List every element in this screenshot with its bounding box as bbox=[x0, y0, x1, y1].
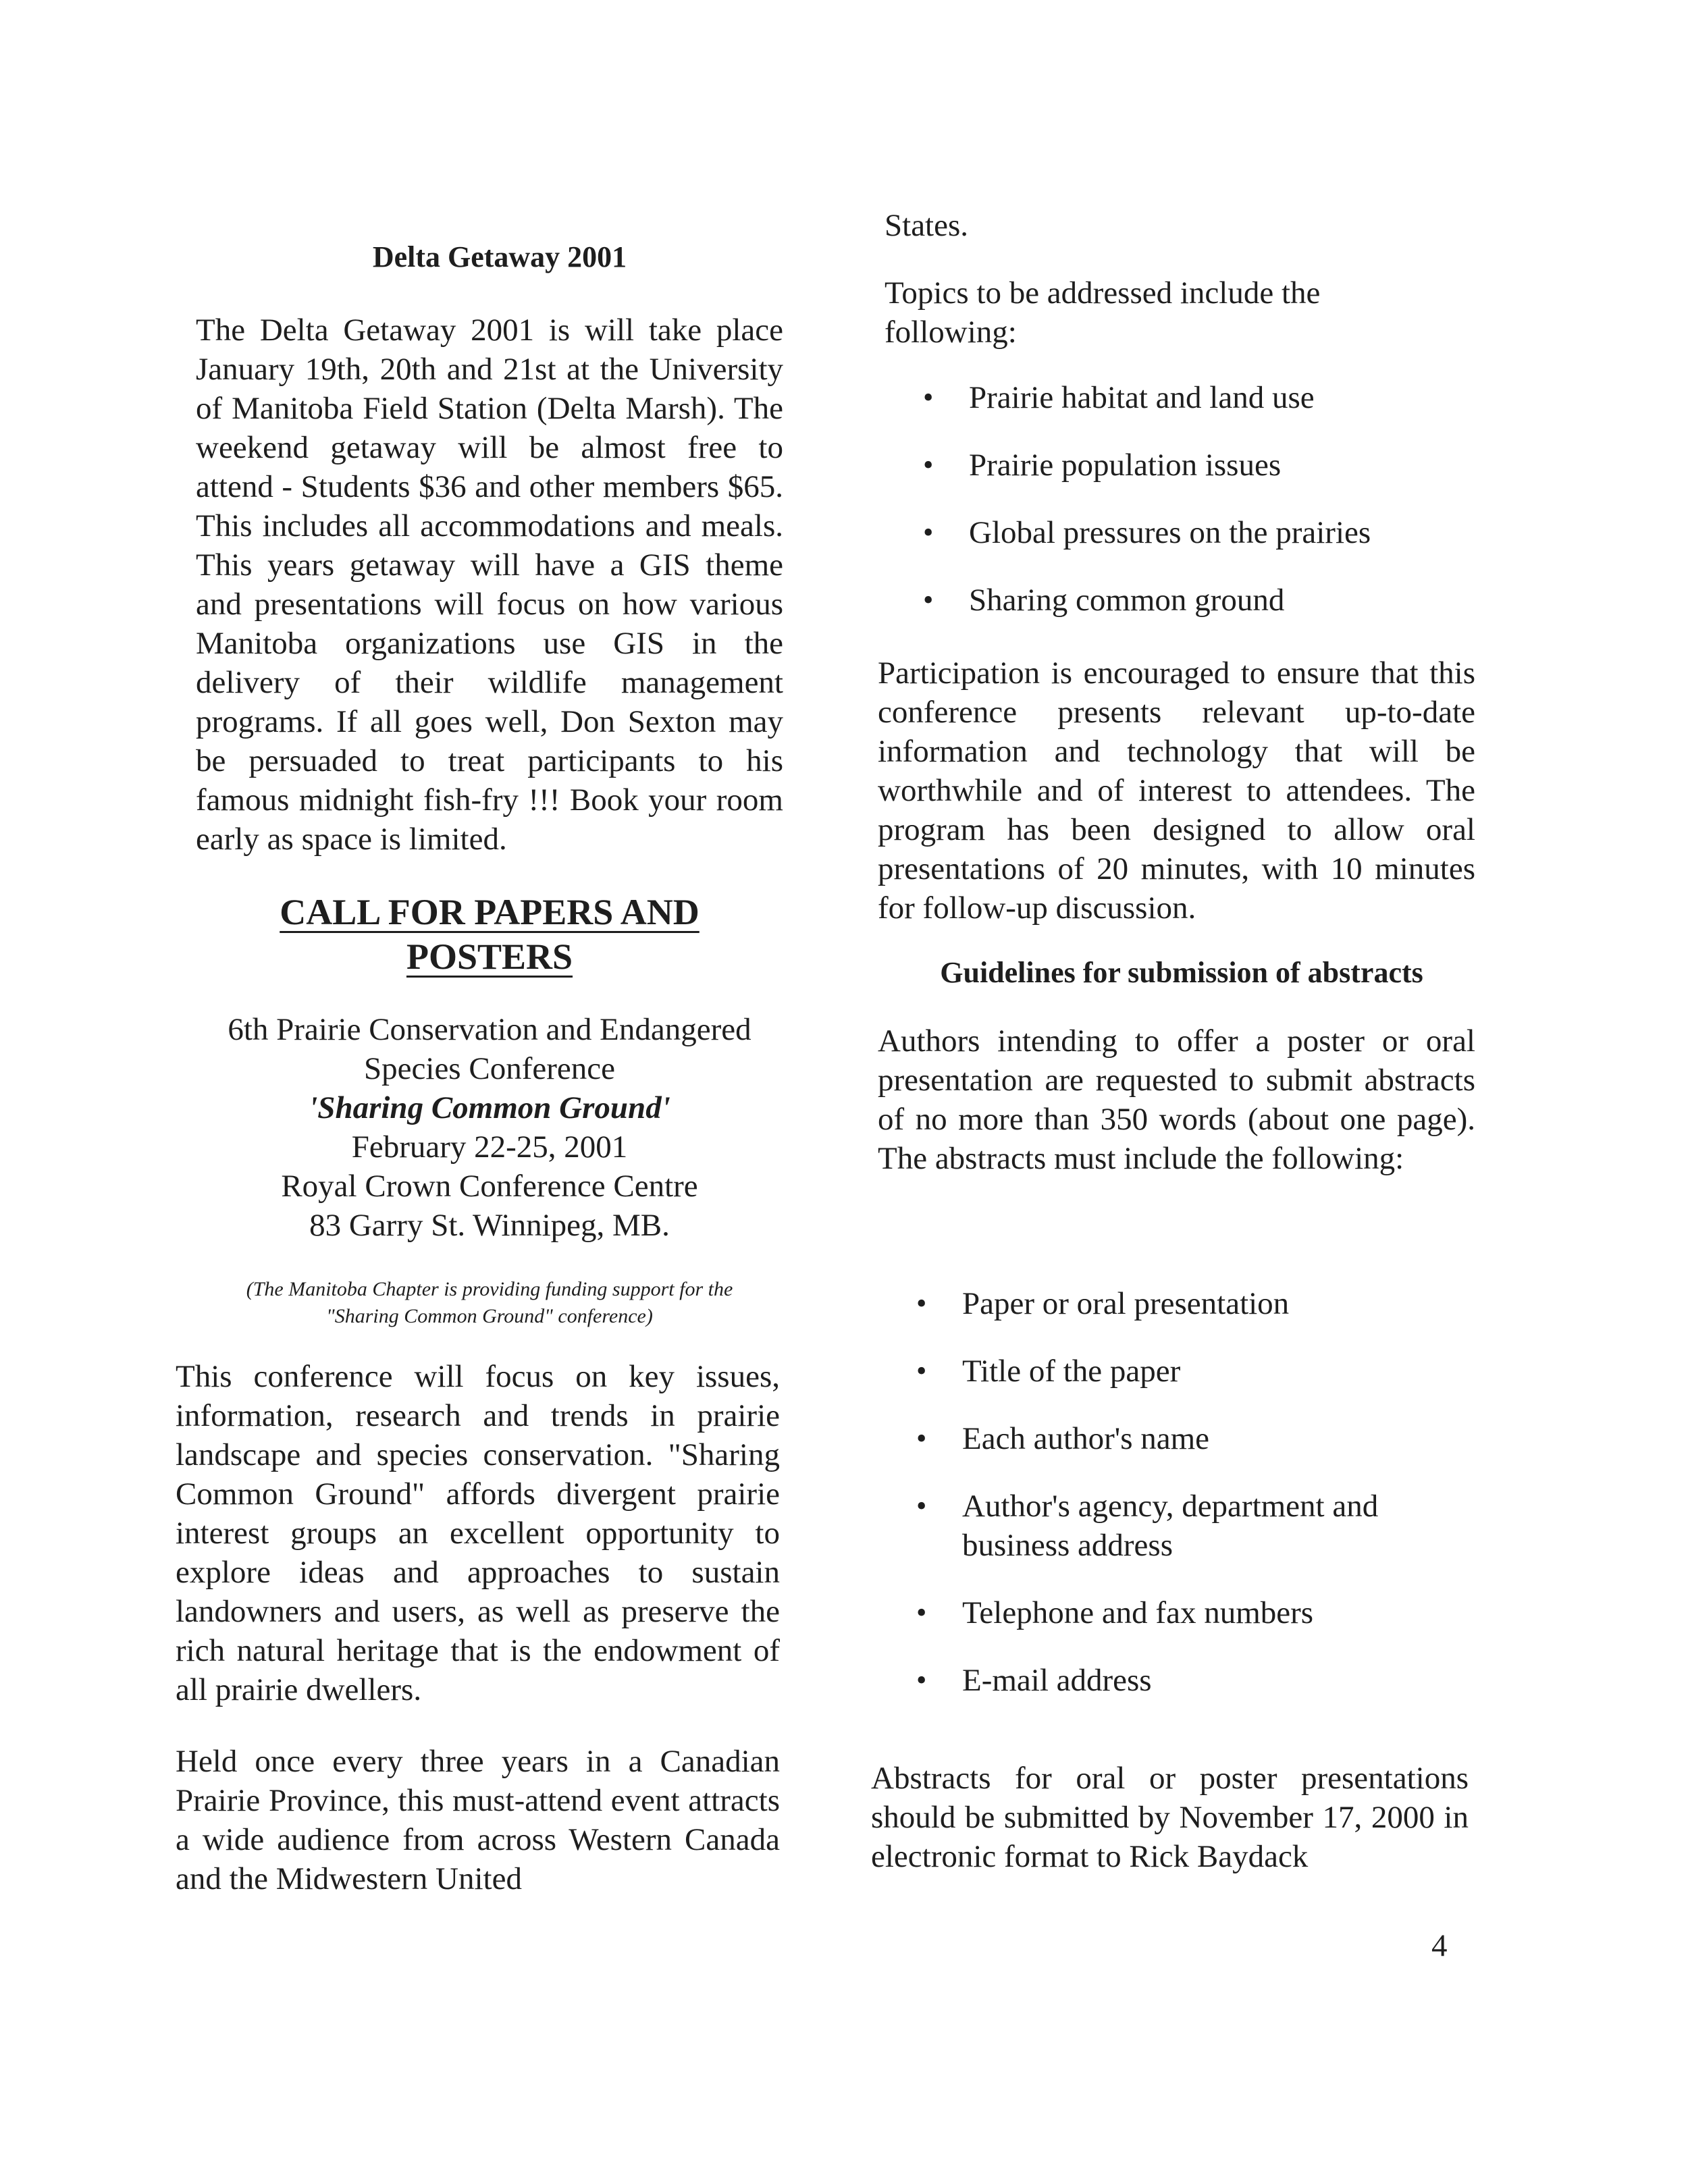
call-for-papers-heading bbox=[169, 890, 810, 979]
bullet-icon: • bbox=[916, 1489, 927, 1522]
guidelines-heading: Guidelines for submission of abstracts bbox=[940, 956, 1423, 989]
call-heading-line1: CALL FOR PAPERS AND bbox=[280, 892, 700, 932]
held-every-three-years-paragraph: Held once every three years in a Canadian Prairie Province, this must-attend event attracts a wide audience from across Western Canada and the Midwestern United bbox=[176, 1744, 780, 1896]
conference-dates: February 22-25, 2001 bbox=[351, 1129, 628, 1165]
abstracts-submission-paragraph: Abstracts for oral or poster presentations should be submitted by November 17, 2000 in electronic format to Rick Baydack bbox=[871, 1761, 1469, 1874]
list-item: • Sharing common ground bbox=[915, 581, 1455, 620]
bullet-icon: • bbox=[916, 1663, 927, 1697]
funding-note bbox=[169, 1276, 810, 1330]
bullet-icon: • bbox=[923, 516, 934, 549]
list-item: • Author's agency, department and business address bbox=[908, 1487, 1408, 1565]
list-item: • Telephone and fax numbers bbox=[908, 1593, 1448, 1632]
funding-note-line1: (The Manitoba Chapter is providing funding support for the bbox=[246, 1278, 733, 1300]
conference-name-line2: Species Conference bbox=[364, 1051, 615, 1086]
conference-title: 'Sharing Common Ground' bbox=[309, 1090, 670, 1125]
topics-intro: Topics to be addressed include the following: bbox=[885, 275, 1321, 350]
list-item: • Global pressures on the prairies bbox=[915, 513, 1455, 552]
delta-getaway-heading: Delta Getaway 2001 bbox=[372, 240, 627, 273]
list-item: • E-mail address bbox=[908, 1661, 1448, 1700]
bullet-icon: • bbox=[916, 1596, 927, 1629]
bullet-icon: • bbox=[923, 583, 934, 616]
list-item: • Prairie population issues bbox=[915, 446, 1455, 485]
bullet-icon: • bbox=[916, 1287, 927, 1320]
bullet-icon: • bbox=[916, 1354, 927, 1387]
list-item: • Title of the paper bbox=[908, 1352, 1448, 1391]
bullet-icon: • bbox=[916, 1422, 927, 1455]
bullet-icon: • bbox=[923, 381, 934, 414]
page-number: 4 bbox=[1431, 1928, 1448, 1963]
states-continuation: States. bbox=[885, 208, 969, 243]
topics-list bbox=[915, 378, 1455, 620]
conference-details bbox=[169, 1010, 810, 1245]
requirements-list bbox=[908, 1284, 1448, 1700]
participation-paragraph: Participation is encouraged to ensure that this conference presents relevant up-to-date information and technology that will be worthwhile and of interest to attendees. The program has been designed to allow oral presentations of 20 minutes, with 10 minutes for follow-up discussion. bbox=[878, 656, 1475, 926]
bullet-icon: • bbox=[923, 448, 934, 481]
list-item: • Each author's name bbox=[908, 1419, 1448, 1458]
conference-name-line1: 6th Prairie Conservation and Endangered bbox=[228, 1012, 751, 1047]
call-heading-line2: POSTERS bbox=[406, 936, 573, 977]
conference-venue: Royal Crown Conference Centre bbox=[281, 1169, 698, 1204]
authors-paragraph: Authors intending to offer a poster or oral presentation are requested to submit abstracts of no more than 350 words (about one page). The abstracts must include the following: bbox=[878, 1023, 1475, 1176]
conference-address: 83 Garry St. Winnipeg, MB. bbox=[309, 1208, 670, 1243]
delta-getaway-body: The Delta Getaway 2001 is will take place January 19th, 20th and 21st at the University of Manitoba Field Station (Delta Marsh). The weekend getaway will be almost free to attend - Students $36 and other members $65. This includes all accommodations and meals. This years getaway will have a GIS theme and presentations will focus on how various Manitoba organizations use GIS in the delivery of their wildlife management programs. If all goes well, Don Sexton may be persuaded to treat participants to his famous midnight fish-fry !!! Book your room early as space is limited. bbox=[196, 313, 783, 857]
list-item: • Paper or oral presentation bbox=[908, 1284, 1448, 1323]
funding-note-line2: "Sharing Common Ground" conference) bbox=[326, 1305, 653, 1327]
conference-focus-paragraph: This conference will focus on key issues, information, research and trends in prairie landscape and species conservation. "Sharing Common Ground" affords divergent prairie interest groups an excellent opportunity to explore ideas and approaches to sustain landowners and users, as well as preserve the rich natural heritage that is the endowment of all prairie dwellers. bbox=[176, 1359, 780, 1707]
list-item: • Prairie habitat and land use bbox=[915, 378, 1455, 417]
